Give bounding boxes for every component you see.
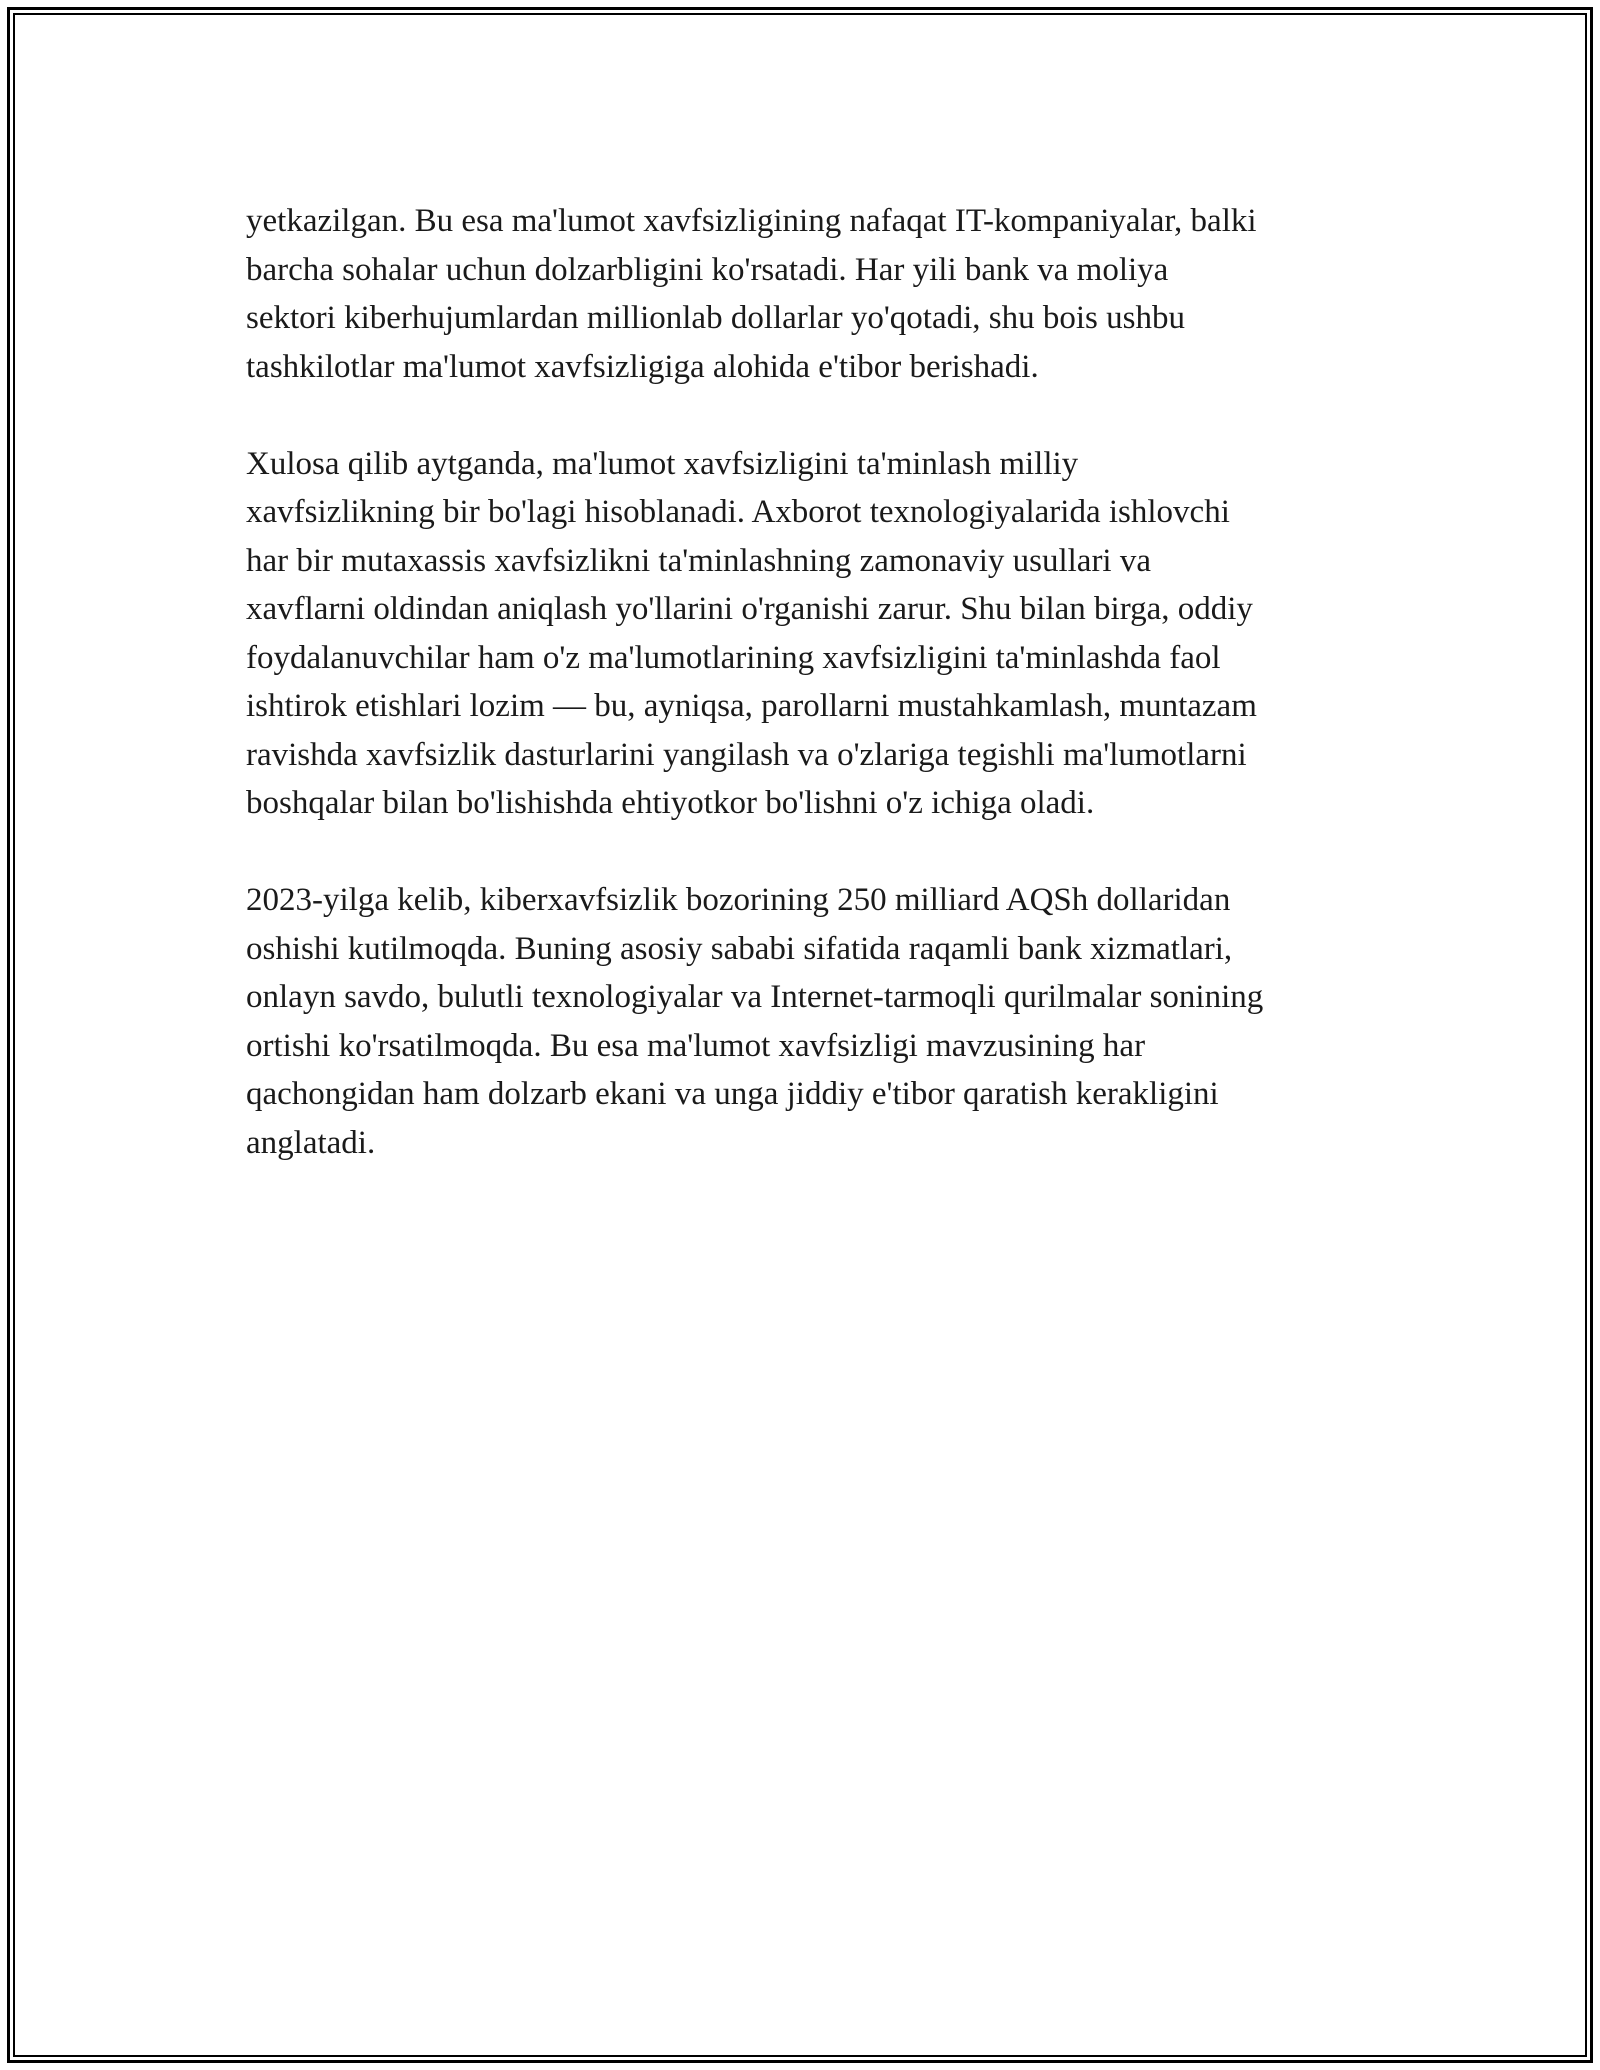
text-line: sektori kiberhujumlardan millionlab dollarlar yo'qotadi, shu bois ushbu (246, 300, 1185, 336)
text-line: xavflarni oldindan aniqlash yo'llarini o'rganishi zarur. Shu bilan birga, oddiy (246, 591, 1253, 627)
text-line: 2023-yilga kelib, kiberxavfsizlik bozorining 250 milliard AQSh dollaridan (246, 882, 1231, 918)
text-line: foydalanuvchilar ham o'z ma'lumotlarining xavfsizligini ta'minlashda faol (246, 639, 1221, 676)
paragraph-1 (246, 197, 1386, 391)
document-body (246, 197, 1386, 1216)
text-line: onlayn savdo, bulutli texnologiyalar va Internet-tarmoqli qurilmalar sonining (246, 979, 1264, 1015)
text-line: ortishi ko'rsatilmoqda. Bu esa ma'lumot xavfsizligi mavzusining har (246, 1027, 1146, 1064)
text-line: boshqalar bilan bo'lishishda ehtiyotkor bo'lishni o'z ichiga oladi. (246, 785, 1095, 821)
paragraph-2 (246, 440, 1386, 828)
text-line: barcha sohalar uchun dolzarbligini ko'rsatadi. Har yili bank va moliya (246, 251, 1169, 288)
text-line: oshishi kutilmoqda. Buning asosiy sababi sifatida raqamli bank xizmatlari, (246, 930, 1233, 967)
paragraph-3 (246, 876, 1386, 1167)
text-line: qachongidan ham dolzarb ekani va unga jiddiy e'tibor qaratish kerakligini (246, 1076, 1219, 1112)
text-line: ravishda xavfsizlik dasturlarini yangilash va o'zlariga tegishli ma'lumotlarni (246, 736, 1247, 773)
page-frame (7, 7, 1593, 2063)
text-line: anglatadi. (246, 1124, 376, 1161)
text-line: har bir mutaxassis xavfsizlikni ta'minlashning zamonaviy usullari va (246, 542, 1152, 579)
text-line: ishtirok etishlari lozim — bu, ayniqsa, parollarni mustahkamlash, muntazam (246, 688, 1257, 724)
text-line: Xulosa qilib aytganda, ma'lumot xavfsizligini ta'minlash milliy (246, 445, 1079, 482)
text-line: xavfsizlikning bir bo'lagi hisoblanadi. Axborot texnologiyalarida ishlovchi (246, 494, 1230, 530)
text-line: yetkazilgan. Bu esa ma'lumot xavfsizligining nafaqat IT-kompaniyalar, balki (246, 203, 1257, 239)
text-line: tashkilotlar ma'lumot xavfsizligiga alohida e'tibor berishadi. (246, 348, 1039, 385)
